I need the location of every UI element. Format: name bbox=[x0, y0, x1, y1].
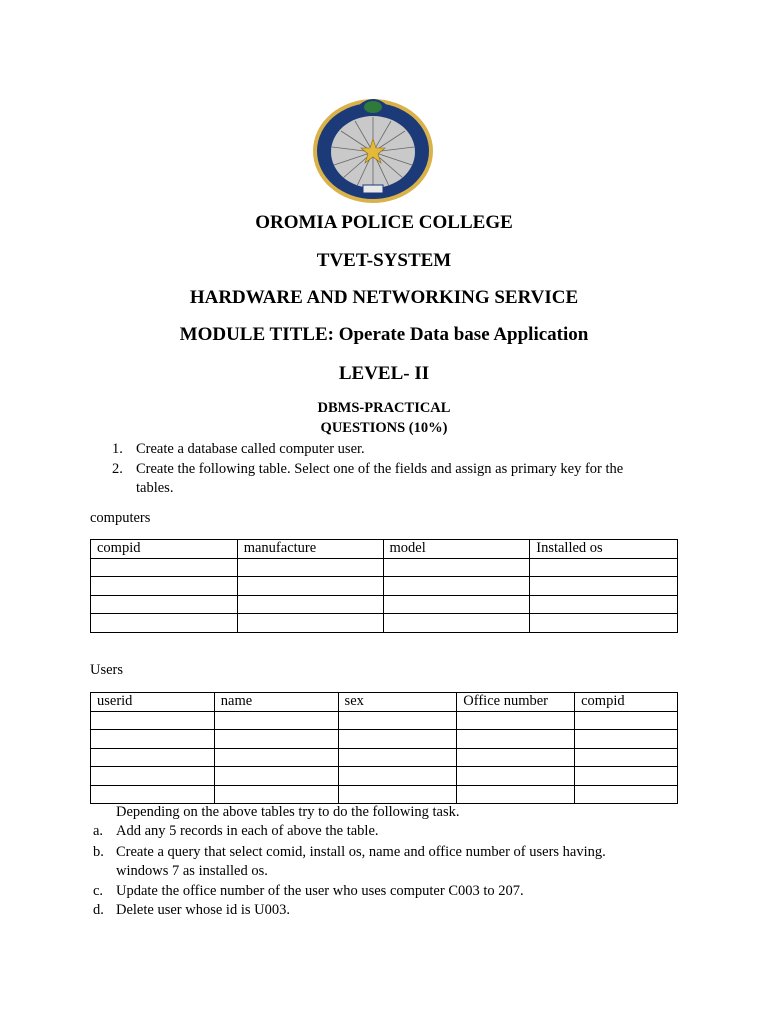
table-cell[interactable] bbox=[214, 785, 338, 804]
table-cell[interactable] bbox=[383, 558, 530, 577]
table-cell[interactable] bbox=[530, 577, 678, 596]
department-title: HARDWARE AND NETWORKING SERVICE bbox=[189, 287, 579, 308]
table-cell[interactable] bbox=[338, 748, 457, 767]
table-cell[interactable] bbox=[237, 558, 383, 577]
task-letter: a. bbox=[93, 823, 104, 839]
task-text: Update the office number of the user who uses computer C003 to 207. bbox=[116, 883, 524, 899]
column-header: model bbox=[383, 540, 530, 559]
table-cell[interactable] bbox=[91, 785, 215, 804]
users-table bbox=[90, 692, 678, 804]
instruction-text: Create a database called computer user. bbox=[136, 441, 365, 457]
module-title: MODULE TITLE: Operate Data base Application bbox=[179, 324, 589, 345]
level-title: LEVEL- II bbox=[338, 363, 430, 384]
table-row bbox=[91, 711, 678, 730]
instruction-text: Create the following table. Select one of the fields and assign as primary key for the bbox=[136, 461, 624, 477]
table-cell[interactable] bbox=[91, 730, 215, 749]
table-cell[interactable] bbox=[457, 748, 575, 767]
table-row bbox=[91, 748, 678, 767]
task-text: Delete user whose id is U003. bbox=[116, 902, 290, 918]
table-row bbox=[91, 577, 678, 596]
table-cell[interactable] bbox=[91, 577, 238, 596]
column-header: userid bbox=[91, 693, 215, 712]
column-header: sex bbox=[338, 693, 457, 712]
table-row bbox=[91, 767, 678, 786]
instruction-number: 2. bbox=[112, 461, 123, 477]
column-header: compid bbox=[575, 693, 678, 712]
column-header: Installed os bbox=[530, 540, 678, 559]
task-text: Add any 5 records in each of above the table. bbox=[116, 823, 379, 839]
table-cell[interactable] bbox=[338, 711, 457, 730]
table-row bbox=[91, 558, 678, 577]
task-letter: b. bbox=[93, 844, 104, 860]
table-cell[interactable] bbox=[575, 748, 678, 767]
column-header: manufacture bbox=[237, 540, 383, 559]
table-cell[interactable] bbox=[91, 711, 215, 730]
table-cell[interactable] bbox=[383, 614, 530, 633]
questions-heading: QUESTIONS (10%) bbox=[320, 420, 448, 436]
table-cell[interactable] bbox=[457, 785, 575, 804]
table-cell[interactable] bbox=[530, 595, 678, 614]
table-cell[interactable] bbox=[338, 767, 457, 786]
table-cell[interactable] bbox=[91, 595, 238, 614]
table-cell[interactable] bbox=[575, 767, 678, 786]
table-cell[interactable] bbox=[91, 558, 238, 577]
table-cell[interactable] bbox=[457, 711, 575, 730]
column-header: compid bbox=[91, 540, 238, 559]
tasks-intro: Depending on the above tables try to do the following task. bbox=[116, 804, 460, 820]
table-row bbox=[91, 595, 678, 614]
instruction-number: 1. bbox=[112, 441, 123, 457]
computers-table-label: computers bbox=[90, 510, 151, 526]
table-header-row bbox=[91, 540, 678, 559]
college-title: OROMIA POLICE COLLEGE bbox=[255, 212, 513, 233]
table-cell[interactable] bbox=[575, 711, 678, 730]
table-cell[interactable] bbox=[237, 577, 383, 596]
table-cell[interactable] bbox=[338, 785, 457, 804]
system-title: TVET-SYSTEM bbox=[316, 250, 452, 271]
police-college-seal-logo bbox=[311, 95, 435, 205]
table-cell[interactable] bbox=[383, 595, 530, 614]
table-cell[interactable] bbox=[457, 767, 575, 786]
table-cell[interactable] bbox=[575, 785, 678, 804]
table-row bbox=[91, 730, 678, 749]
column-header: Office number bbox=[457, 693, 575, 712]
table-cell[interactable] bbox=[530, 558, 678, 577]
task-text: Create a query that select comid, install os, name and office number of users having. bbox=[116, 844, 606, 860]
task-letter: c. bbox=[93, 883, 104, 899]
table-header-row bbox=[91, 693, 678, 712]
table-cell[interactable] bbox=[91, 614, 238, 633]
table-cell[interactable] bbox=[214, 767, 338, 786]
table-cell[interactable] bbox=[237, 614, 383, 633]
table-cell[interactable] bbox=[214, 748, 338, 767]
table-row bbox=[91, 614, 678, 633]
table-cell[interactable] bbox=[575, 730, 678, 749]
table-cell[interactable] bbox=[457, 730, 575, 749]
table-cell[interactable] bbox=[214, 730, 338, 749]
users-table-label: Users bbox=[90, 662, 124, 678]
table-cell[interactable] bbox=[214, 711, 338, 730]
table-cell[interactable] bbox=[530, 614, 678, 633]
table-cell[interactable] bbox=[237, 595, 383, 614]
table-cell[interactable] bbox=[91, 767, 215, 786]
column-header: name bbox=[214, 693, 338, 712]
table-row bbox=[91, 785, 678, 804]
instruction-text-continued: tables. bbox=[136, 480, 174, 496]
task-text-continued: windows 7 as installed os. bbox=[116, 863, 268, 879]
table-cell[interactable] bbox=[338, 730, 457, 749]
task-letter: d. bbox=[93, 902, 104, 918]
computers-table bbox=[90, 539, 678, 633]
table-cell[interactable] bbox=[383, 577, 530, 596]
table-cell[interactable] bbox=[91, 748, 215, 767]
practical-heading: DBMS-PRACTICAL bbox=[317, 400, 451, 416]
